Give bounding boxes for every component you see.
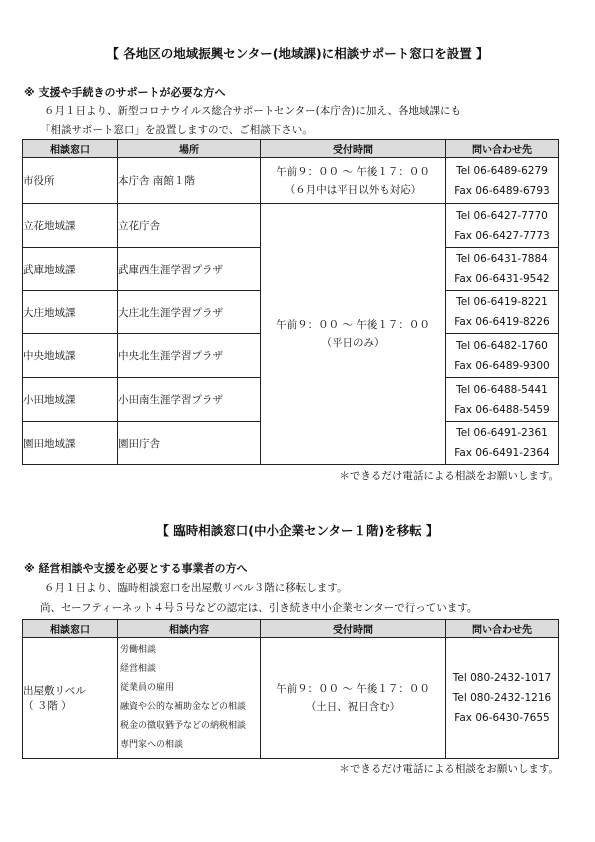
tel-number: Tel 06-6419-8221	[456, 296, 548, 308]
window-name: 園田地域課	[23, 422, 118, 465]
hours-cell	[261, 638, 446, 759]
col-header-hours: 受付時間	[261, 140, 446, 158]
window-name: 出屋敷リベル	[23, 685, 86, 697]
consult-item: 労働相談	[120, 645, 157, 655]
window-name-cell	[23, 638, 118, 759]
hours-line: 午前９：００ 〜 午後１７：００	[276, 165, 430, 178]
window-place: 立花庁舎	[118, 204, 261, 248]
fax-number: Fax 06-6419-8226	[454, 316, 550, 328]
window-place: 小田南生涯学習プラザ	[118, 378, 261, 422]
tel-number: Tel 06-6431-7884	[456, 253, 548, 265]
window-name: 大庄地域課	[23, 291, 118, 334]
hours-note: （土日、祝日含む）	[305, 701, 401, 713]
contact-cell	[446, 158, 559, 204]
col-header-window: 相談窓口	[23, 140, 118, 158]
window-place: 中央北生涯学習プラザ	[118, 334, 261, 378]
contact-cell	[446, 291, 559, 334]
fax-number: Fax 06-6430-7655	[454, 712, 550, 724]
window-place: 園田庁舎	[118, 422, 261, 465]
section2-intro-2: 尚、セーフティーネット４号５号などの認定は、引き続き中小企業センターで行っています。	[40, 602, 478, 614]
hours-note: （平日のみ）	[321, 337, 385, 349]
fax-number: Fax 06-6488-5459	[454, 403, 550, 416]
tel-number: Tel 080-2432-1017	[452, 672, 552, 684]
consult-item: 融資や公的な補助金などの相談	[120, 702, 247, 712]
window-name: 中央地域課	[23, 334, 118, 378]
hours-cell-areas	[261, 204, 446, 465]
contact-cell	[446, 638, 559, 759]
consultation-table-2	[22, 619, 559, 759]
consult-item: 税金の徴収猶予などの納税相談	[120, 721, 247, 731]
hours-line: 午前９：００ 〜 午後１７：００	[276, 319, 430, 331]
table-row	[23, 158, 559, 204]
tel-number: Tel 06-6488-5441	[456, 383, 548, 396]
fax-number: Fax 06-6427-7773	[454, 229, 550, 242]
contact-cell	[446, 248, 559, 291]
window-name: 小田地域課	[23, 378, 118, 422]
section1-footnote: ＊できるだけ電話による相談をお願いします。	[339, 470, 559, 482]
section2-title: 【 臨時相談窓口(中小企業センター１階)を移転 】	[156, 523, 439, 538]
section1-heading: ※ 支援や手続きのサポートが必要な方へ	[24, 86, 226, 99]
window-name: 市役所	[23, 158, 118, 204]
col-header-contact: 問い合わせ先	[446, 620, 559, 638]
hours-cell-city	[261, 158, 446, 204]
consult-item: 経営相談	[120, 664, 157, 674]
table-header-row	[23, 620, 559, 638]
window-name: 立花地域課	[23, 204, 118, 248]
contact-cell	[446, 378, 559, 422]
window-place: 武庫西生涯学習プラザ	[118, 248, 261, 291]
tel-number: Tel 06-6489-6279	[456, 164, 548, 177]
col-header-contact: 問い合わせ先	[446, 140, 559, 158]
col-header-window: 相談窓口	[23, 620, 118, 638]
window-place: 大庄北生涯学習プラザ	[118, 291, 261, 334]
contact-cell	[446, 204, 559, 248]
fax-number: Fax 06-6489-6793	[454, 184, 550, 197]
tel-number: Tel 06-6427-7770	[456, 209, 548, 222]
consult-item: 従業員の雇用	[120, 683, 175, 693]
contact-cell	[446, 422, 559, 465]
section1-title: 【 各地区の地域振興センター(地域課)に相談サポート窓口を設置 】	[106, 46, 489, 61]
section1-intro-2: 「相談サポート窓口」を設置しますので、ご相談下さい。	[40, 124, 313, 136]
window-name: 武庫地域課	[23, 248, 118, 291]
col-header-place: 場所	[118, 140, 261, 158]
tel-number: Tel 06-6491-2361	[456, 427, 548, 439]
consult-list	[118, 638, 261, 759]
section2-footnote: ＊できるだけ電話による相談をお願いします。	[339, 763, 559, 775]
tel-number: Tel 080-2432-1216	[452, 692, 552, 704]
consult-item: 専門家への相談	[120, 740, 184, 750]
consultation-table-1	[22, 139, 559, 465]
col-header-consult: 相談内容	[118, 620, 261, 638]
hours-line: 午前９：００ 〜 午後１７：００	[276, 683, 430, 695]
table-row	[23, 638, 559, 759]
fax-number: Fax 06-6431-9542	[454, 273, 550, 285]
section2-heading: ※ 経営相談や支援を必要とする事業者の方へ	[24, 562, 248, 575]
col-header-hours: 受付時間	[261, 620, 446, 638]
fax-number: Fax 06-6491-2364	[454, 447, 550, 459]
hours-note: （６月中は平日以外も対応）	[284, 183, 422, 196]
fax-number: Fax 06-6489-9300	[454, 359, 550, 372]
table-row	[23, 204, 559, 248]
section2-intro-1: ６月１日より、臨時相談窓口を出屋敷リベル３階に移転します。	[44, 582, 348, 594]
tel-number: Tel 06-6482-1760	[456, 339, 548, 352]
section1-intro-1: ６月１日より、新型コロナウイルス総合サポートセンター(本庁舎)に加え、各地域課にも	[44, 105, 461, 117]
table-header-row	[23, 140, 559, 158]
window-place: 本庁舎 南館１階	[118, 158, 261, 204]
contact-cell	[446, 334, 559, 378]
window-floor: （ ３階 ）	[23, 700, 72, 712]
